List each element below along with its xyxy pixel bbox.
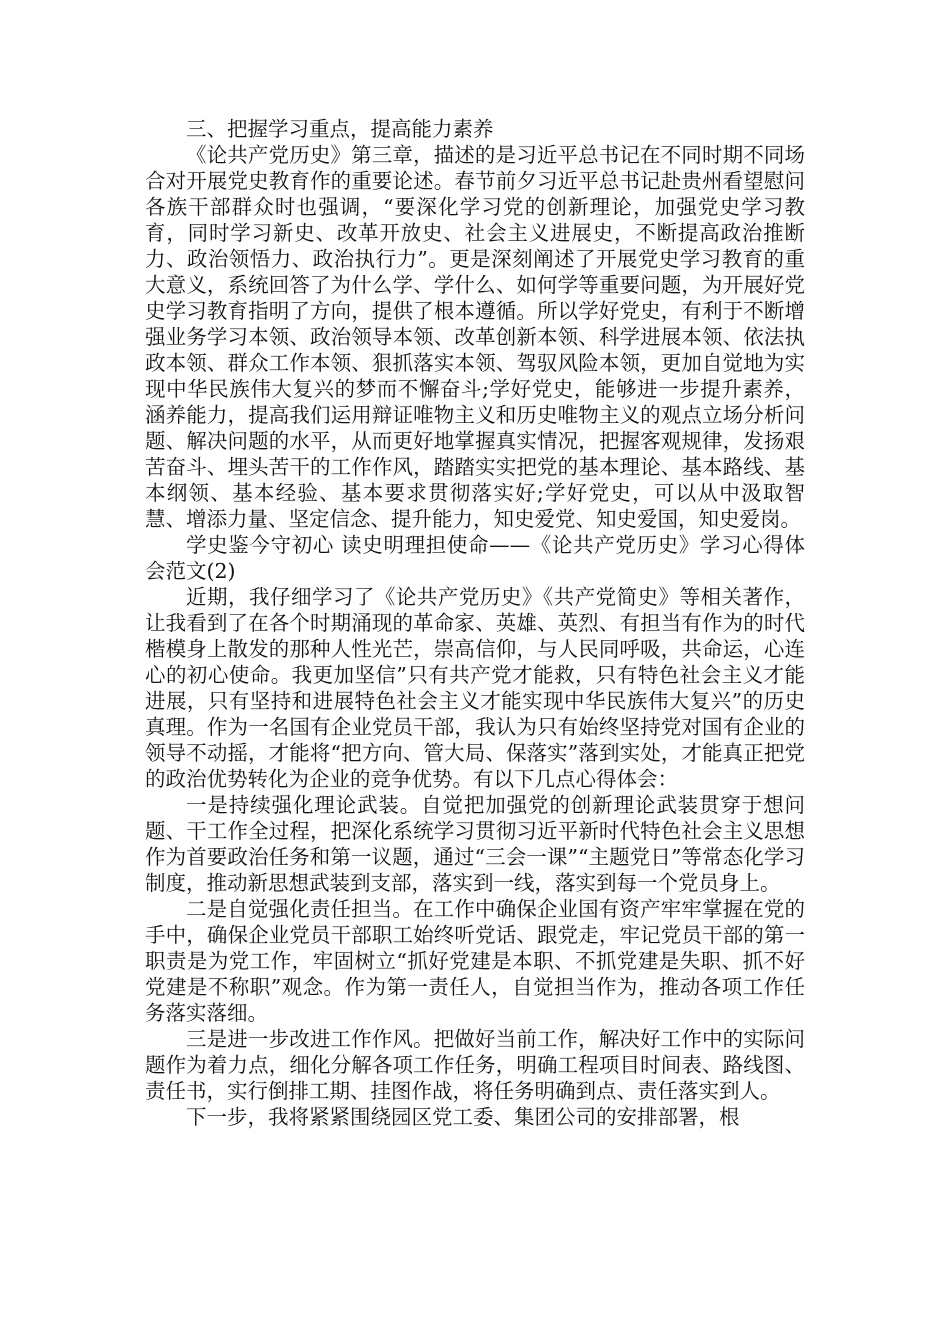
section-heading: 三、把握学习重点，提高能力素养 [186,117,494,141]
document-page [145,116,805,1130]
body-paragraph: 《论共产党历史》第三章，描述的是习近平总书记在不同时期不同场合对开展党史教育作的重要论述。春节前夕习近平总书记赴贵州看望慰问各族干部群众时也强调，“要深化学习党的创新理论，加强党史学习教育，同时学习新史、改革开放史、社会主义进展史，不断提高政治推断力、政治领悟力、政治执行力”。更是深刻阐述了开展党史学习教育的重大意义，系统回答了为什么学、学什么、如何学等重要问题，为开展好党史学习教育指明了方向，提供了根本遵循。所以学好党史，有利于不断增强业务学习本领、政治领导本领、改革创新本领、科学进展本领、依法执政本领、群众工作本领、狠抓落实本领、驾驭风险本领，更加自觉地为实现中华民族伟大复兴的梦而不懈奋斗;学好党史，能够进一步提升素养，涵养能力，提高我们运用辩证唯物主义和历史唯物主义的观点立场分析问题、解决问题的水平，从而更好地掌握真实情况，把握客观规律，发扬艰苦奋斗、埋头苦干的工作作风，踏踏实实把党的基本理论、基本路线、基本纲领、基本经验、基本要求贯彻落实好;学好党史，可以从中汲取智慧、增添力量、坚定信念、提升能力，知史爱党、知史爱国，知史爱岗。 [145,143,805,531]
body-paragraph: 近期，我仔细学习了《论共产党历史》《共产党简史》等相关著作，让我看到了在各个时期涌现的革命家、英雄、英烈、有担当有作为的时代楷模身上散发的那种人性光芒，崇高信仰，与人民同呼吸，共命运，心连心的初心使命。我更加坚信”只有共产党才能救，只有特色社会主义才能进展，只有坚持和进展特色社会主义才能实现中华民族伟大复兴”的历史真理。作为一名国有企业党员干部，我认为只有始终坚持党对国有企业的领导不动摇，才能将“把方向、管大局、保落实”落到实处，才能真正把党的政治优势转化为企业的竞争优势。有以下几点心得体会： [145,585,805,791]
body-paragraph: 一是持续强化理论武装。自觉把加强党的创新理论武装贯穿于想问题、干工作全过程，把深化系统学习贯彻习近平新时代特色社会主义思想作为首要政治任务和第一议题，通过“三会一课”“主题党日”等常态化学习制度，推动新思想武装到支部，落实到一线，落实到每一个党员身上。 [145,793,805,895]
body-paragraph: 下一步，我将紧紧围绕园区党工委、集团公司的安排部署，根 [186,1105,740,1129]
article-title: 学史鉴今守初心 读史明理担使命——《论共产党历史》学习心得体会范文(2) [145,533,805,583]
body-paragraph: 二是自觉强化责任担当。在工作中确保企业国有资产牢牢掌握在党的手中，确保企业党员干部职工始终听党话、跟党走，牢记党员干部的第一职责是为党工作，牢固树立“抓好党建是本职、不抓党建是失职、抓不好党建是不称职”观念。作为第一责任人，自觉担当作为，推动各项工作任务落实落细。 [145,897,805,1025]
body-paragraph: 三是进一步改进工作作风。把做好当前工作，解决好工作中的实际问题作为着力点，细化分解各项工作任务，明确工程项目时间表、路线图、责任书，实行倒排工期、挂图作战，将任务明确到点、责任落实到人。 [145,1027,805,1103]
